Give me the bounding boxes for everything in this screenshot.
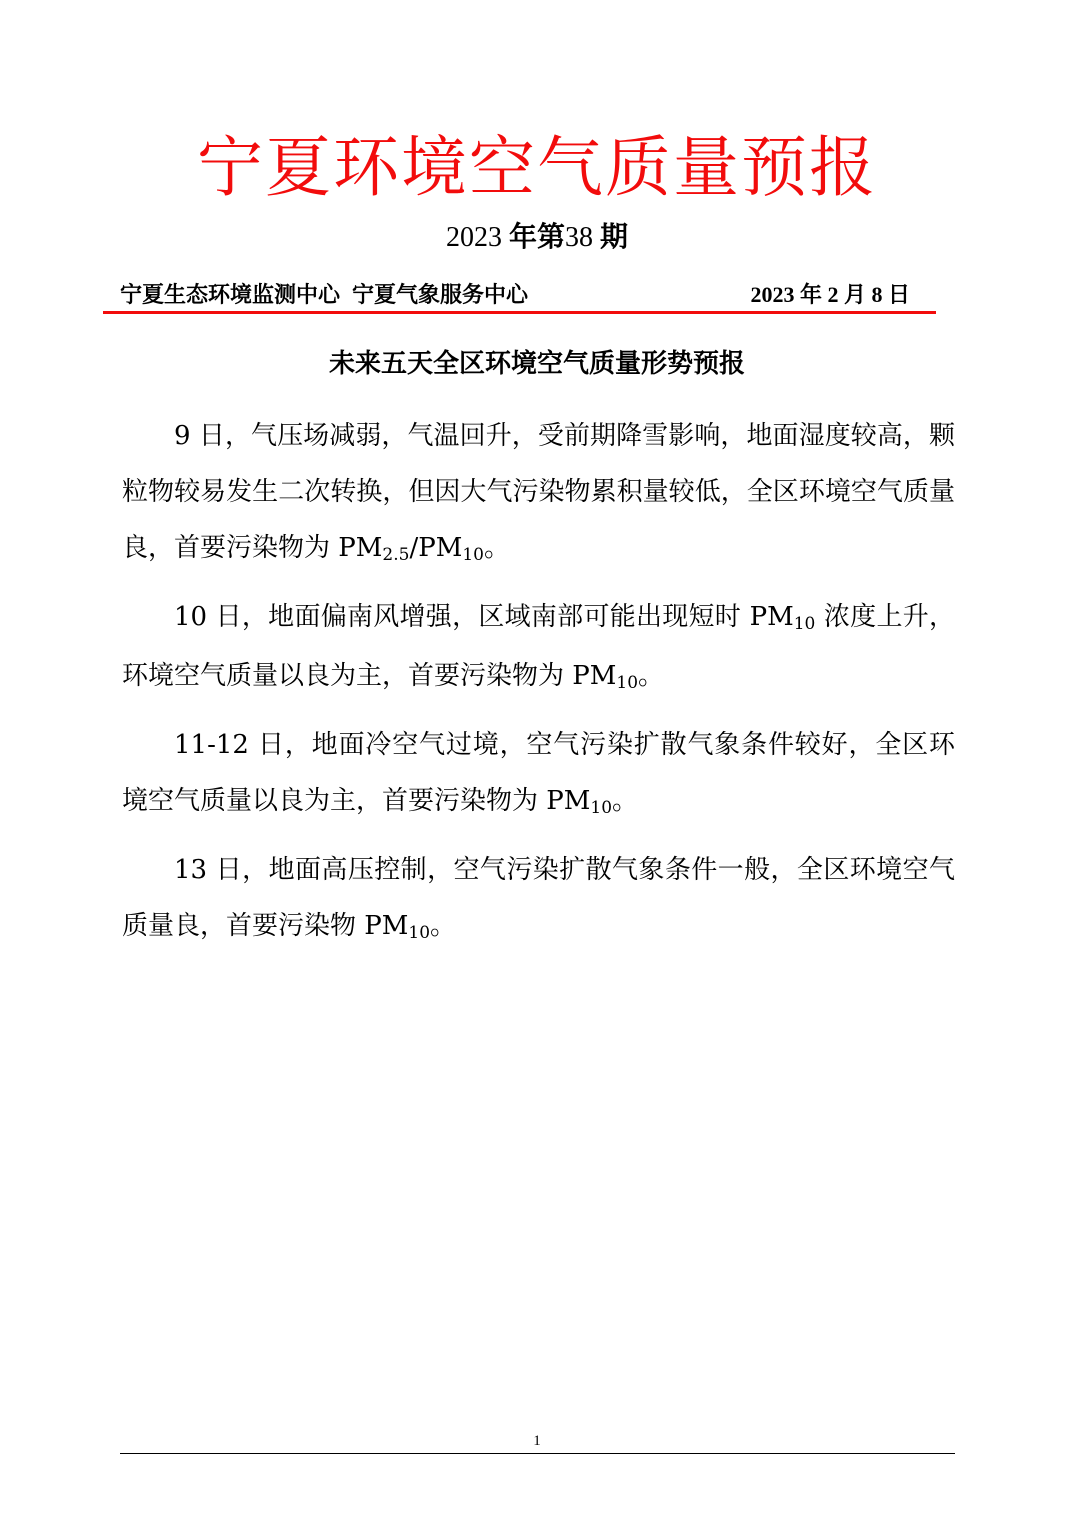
forecast-paragraph-day-13: [122, 842, 955, 957]
issue-number: [0, 218, 1074, 258]
paragraph-text: 浓度上升，环境空气质量以良为主，首要污染物为 PM: [122, 602, 956, 691]
issue-year: 2023: [445, 222, 502, 253]
footer-divider: [120, 1453, 955, 1454]
paragraph-text: 。: [612, 786, 639, 816]
document-title: 宁夏环境空气质量预报: [197, 129, 877, 206]
subscript: 2.5: [382, 545, 410, 565]
issue-date: 2023 年 2 月 8 日: [750, 282, 910, 307]
issuers: [120, 278, 528, 312]
paragraph-text: 11-12 日，地面冷空气过境，空气污染扩散气象条件较好，全区环境空气质量以良为主，首要污染物为 PM: [122, 730, 955, 816]
issuer-row: [120, 278, 910, 312]
paragraph-text: 13 日，地面高压控制，空气污染扩散气象条件一般，全区环境空气质量良，首要污染物 PM: [122, 855, 955, 941]
issue-number-value: 38: [565, 222, 593, 253]
issue-year-suffix: 年第: [508, 222, 565, 253]
forecast-body: [122, 408, 955, 967]
paragraph-text: /PM: [409, 533, 463, 563]
forecast-paragraph-day-9: [122, 408, 955, 579]
page-number: 1: [533, 1433, 541, 1449]
issuer-monitoring-center: 宁夏生态环境监测中心: [120, 282, 341, 307]
subscript: 10: [793, 614, 816, 634]
forecast-paragraph-day-11-12: [122, 717, 955, 832]
issue-number-suffix: 期: [600, 222, 629, 253]
subscript: 10: [462, 545, 484, 565]
subscript: 10: [616, 673, 639, 693]
paragraph-text: 9 日，气压场减弱，气温回升，受前期降雪影响，地面湿度较高，颗粒物较易发生二次转换，但因大气污染物累积量较低，全区环境空气质量良，首要污染物为 PM: [122, 421, 955, 563]
paragraph-text: 。: [638, 661, 665, 691]
paragraph-text: 10 日，地面偏南风增强，区域南部可能出现短时 PM: [174, 602, 794, 632]
section-heading: 未来五天全区环境空气质量形势预报: [328, 349, 745, 379]
forecast-paragraph-day-10: [122, 589, 955, 707]
header-divider: [103, 311, 936, 314]
issuer-meteorological-center: 宁夏气象服务中心: [352, 282, 529, 307]
subscript: 10: [408, 923, 431, 943]
paragraph-text: 。: [483, 533, 510, 563]
paragraph-text: 。: [430, 911, 457, 941]
subscript: 10: [590, 798, 613, 818]
